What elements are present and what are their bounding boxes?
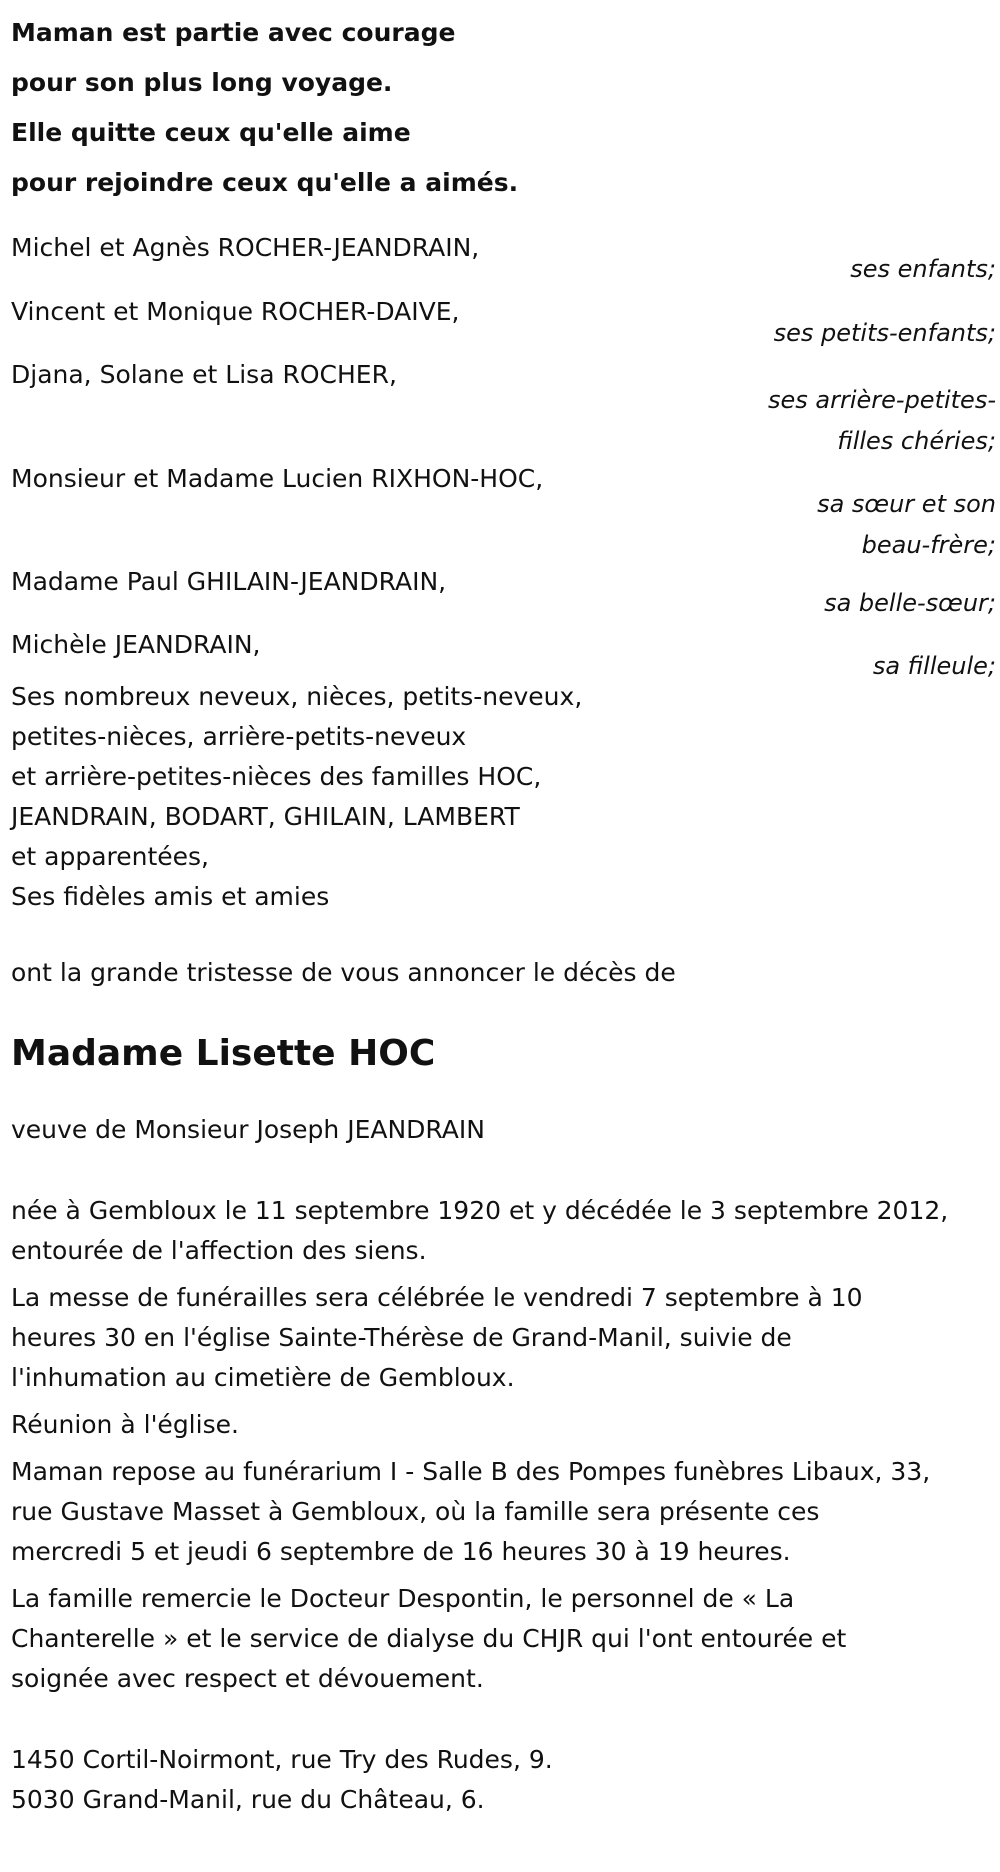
address-line: 5030 Grand-Manil, rue du Château, 6. [11, 1785, 485, 1814]
poem-line: pour son plus long voyage. [11, 68, 393, 97]
family-member-name: Monsieur et Madame Lucien RIXHON-HOC, [11, 464, 544, 493]
death-notice [11, 0, 996, 1820]
family-relation: ses enfants; [850, 255, 996, 283]
family-member-name: Djana, Solane et Lisa ROCHER, [11, 360, 397, 389]
family-relation: ses arrière-petites- filles chéries; [768, 386, 996, 455]
family-relation: ses petits-enfants; [773, 319, 996, 347]
family-relation: sa belle-sœur; [824, 589, 996, 617]
extended-family: Ses nombreux neveux, nièces, petits-neveux, petites-nièces, arrière-petits-neveux et arrière-petites-nièces des familles HOC, JEANDRAIN, BODART, GHILAIN, LAMBERT et apparentées, Ses fidèles amis et amies [11, 682, 583, 911]
family-row [11, 359, 996, 463]
poem-line: Elle quitte ceux qu'elle aime [11, 118, 411, 147]
widow-of: veuve de Monsieur Joseph JEANDRAIN [11, 1115, 485, 1144]
family-row [11, 296, 996, 359]
family-row [11, 232, 996, 296]
family-relation: sa sœur et son beau-frère; [817, 490, 996, 559]
meeting-paragraph: Réunion à l'église. [11, 1410, 239, 1439]
family-list [11, 232, 996, 680]
family-member-name: Vincent et Monique ROCHER-DAIVE, [11, 297, 460, 326]
funeral-paragraph: La messe de funérailles sera célébrée le vendredi 7 septembre à 10 heures 30 en l'église Sainte-Thérèse de Grand-Manil, suivie de l'inhumation au cimetière de Gembloux. [11, 1283, 863, 1392]
family-member-name: Madame Paul GHILAIN-JEANDRAIN, [11, 567, 447, 596]
address-line: 1450 Cortil-Noirmont, rue Try des Rudes, 9. [11, 1745, 553, 1774]
family-row [11, 629, 996, 680]
poem-line: pour rejoindre ceux qu'elle a aimés. [11, 168, 519, 197]
family-relation: sa filleule; [872, 652, 996, 680]
family-row [11, 566, 996, 629]
addresses [11, 1740, 996, 1820]
funerarium-paragraph: Maman repose au funérarium I - Salle B des Pompes funèbres Libaux, 33, rue Gustave Masset à Gembloux, où la famille sera présente ces mercredi 5 et jeudi 6 septembre de 16 heures 30 à 19 heures. [11, 1457, 931, 1566]
thanks-paragraph: La famille remercie le Docteur Despontin, le personnel de « La Chanterelle » et le service de dialyse du CHJR qui l'ont entourée et soignée avec respect et dévouement. [11, 1584, 847, 1693]
family-member-name: Michèle JEANDRAIN, [11, 630, 261, 659]
family-member-name: Michel et Agnès ROCHER-JEANDRAIN, [11, 233, 480, 262]
deceased-name: Madame Lisette HOC [11, 1033, 436, 1074]
family-row [11, 463, 996, 566]
birth-death-paragraph: née à Gembloux le 11 septembre 1920 et y décédée le 3 septembre 2012, entourée de l'affection des siens. [11, 1196, 949, 1265]
announcement: ont la grande tristesse de vous annoncer le décès de [11, 958, 676, 987]
poem [11, 8, 996, 208]
poem-line: Maman est partie avec courage [11, 18, 456, 47]
